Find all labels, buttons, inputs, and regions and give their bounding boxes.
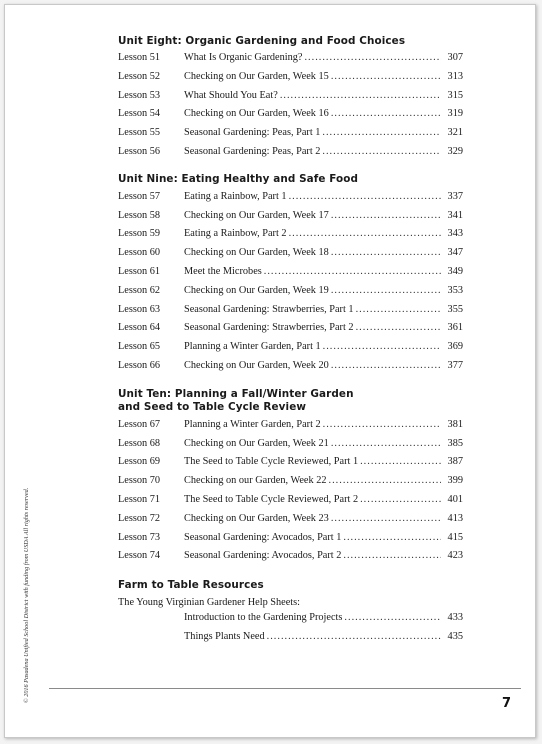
resource-title: Things Plants Need xyxy=(184,630,265,642)
toc-entry xyxy=(118,612,463,631)
toc-entry xyxy=(118,191,463,210)
page-reference: 347 xyxy=(447,247,463,259)
lesson-number: Lesson 60 xyxy=(118,247,161,259)
lesson-title: Checking on Our Garden, Week 19 xyxy=(184,284,329,296)
section-heading-line: Unit Ten: Planning a Fall/Winter Garden xyxy=(118,387,354,400)
dot-leader xyxy=(331,285,441,296)
page-reference: 377 xyxy=(447,359,463,371)
dot-leader xyxy=(304,52,441,63)
lesson-number: Lesson 69 xyxy=(118,456,161,468)
dot-leader xyxy=(343,550,441,561)
lesson-title: Checking on Our Garden, Week 18 xyxy=(184,247,329,259)
page-reference: 387 xyxy=(447,456,463,468)
dot-leader xyxy=(331,360,441,371)
toc-entry xyxy=(118,322,463,341)
toc-entry xyxy=(118,341,463,360)
page-reference: 307 xyxy=(447,52,463,63)
lesson-number: Lesson 54 xyxy=(118,108,161,120)
toc-entry xyxy=(118,146,463,165)
lesson-number: Lesson 61 xyxy=(118,265,161,277)
dot-leader xyxy=(331,438,441,449)
section-heading xyxy=(118,35,463,48)
page-reference: 341 xyxy=(447,209,463,221)
page-reference: 353 xyxy=(447,284,463,296)
toc-entry xyxy=(118,456,463,475)
toc-entry xyxy=(118,71,463,90)
section-heading xyxy=(118,388,463,414)
section-heading xyxy=(118,173,463,186)
resources-intro: The Young Virginian Gardener Help Sheets: xyxy=(118,597,301,609)
lesson-number: Lesson 71 xyxy=(118,493,161,505)
lesson-title: Eating a Rainbow, Part 2 xyxy=(184,228,287,240)
page-reference: 349 xyxy=(447,265,463,277)
lesson-number: Lesson 73 xyxy=(118,531,161,543)
toc-entry xyxy=(118,631,463,650)
page-reference: 401 xyxy=(447,493,463,505)
page-number: 7 xyxy=(501,696,511,711)
resources-section xyxy=(118,579,463,650)
lesson-title: Eating a Rainbow, Part 1 xyxy=(184,190,287,202)
toc-entry xyxy=(118,247,463,266)
unit-eight-section xyxy=(118,35,463,165)
lesson-number: Lesson 74 xyxy=(118,550,161,562)
dot-leader xyxy=(343,532,441,543)
lesson-title: What Is Organic Gardening? xyxy=(184,52,303,63)
page-reference: 319 xyxy=(447,108,463,120)
lesson-title: Planning a Winter Garden, Part 1 xyxy=(184,341,321,353)
page-reference: 435 xyxy=(447,630,463,642)
unit-nine-section xyxy=(118,173,463,379)
lesson-number: Lesson 57 xyxy=(118,190,161,202)
toc-entry xyxy=(118,532,463,551)
dot-leader xyxy=(289,228,441,239)
toc-entry xyxy=(118,360,463,379)
page-reference: 321 xyxy=(447,127,463,139)
toc-entry xyxy=(118,266,463,285)
footer-divider xyxy=(49,688,521,689)
lesson-number: Lesson 68 xyxy=(118,437,161,449)
page-reference: 355 xyxy=(447,303,463,315)
dot-leader xyxy=(267,631,441,642)
toc-entry xyxy=(118,438,463,457)
dot-leader xyxy=(331,247,441,258)
lesson-number: Lesson 58 xyxy=(118,209,161,221)
lesson-number: Lesson 56 xyxy=(118,145,161,157)
lesson-number: Lesson 62 xyxy=(118,284,161,296)
copyright-notice: © 2016 Pasadena Unified School District with funding from USDA All rights reserved. xyxy=(23,487,30,703)
lesson-title: Seasonal Gardening: Peas, Part 1 xyxy=(184,127,321,139)
page-reference: 369 xyxy=(447,341,463,353)
dot-leader xyxy=(323,419,441,430)
toc-entry xyxy=(118,419,463,438)
toc-entry xyxy=(118,285,463,304)
dot-leader xyxy=(360,456,441,467)
lesson-number: Lesson 52 xyxy=(118,70,161,82)
section-heading-line: and Seed to Table Cycle Review xyxy=(118,400,307,413)
dot-leader xyxy=(323,341,441,352)
page-reference: 313 xyxy=(447,70,463,82)
document-page xyxy=(4,4,536,738)
dot-leader xyxy=(322,146,441,157)
lesson-number: Lesson 66 xyxy=(118,359,161,371)
lesson-title: Checking on Our Garden, Week 16 xyxy=(184,108,329,120)
lesson-number: Lesson 64 xyxy=(118,322,161,334)
lesson-title: Seasonal Gardening: Peas, Part 2 xyxy=(184,145,321,157)
lesson-title: What Should You Eat? xyxy=(184,89,278,101)
lesson-title: Meet the Microbes xyxy=(184,265,262,277)
dot-leader xyxy=(280,90,441,101)
page-reference: 433 xyxy=(447,612,463,624)
lesson-title: Checking on Our Garden, Week 17 xyxy=(184,209,329,221)
toc-entry xyxy=(118,304,463,323)
lesson-title: Checking on Our Garden, Week 21 xyxy=(184,437,329,449)
toc-entry xyxy=(118,90,463,109)
dot-leader xyxy=(331,71,441,82)
toc-entry xyxy=(118,513,463,532)
toc-entry xyxy=(118,127,463,146)
lesson-number: Lesson 67 xyxy=(118,418,161,430)
lesson-number: Lesson 70 xyxy=(118,475,161,487)
toc-entry xyxy=(118,228,463,247)
page-reference: 413 xyxy=(447,512,463,524)
lesson-title: Checking on our Garden, Week 22 xyxy=(184,475,327,487)
lesson-title: Seasonal Gardening: Avocados, Part 1 xyxy=(184,531,342,543)
unit-ten-section xyxy=(118,388,463,569)
lesson-number: Lesson 72 xyxy=(118,512,161,524)
dot-leader xyxy=(329,475,441,486)
page-reference: 381 xyxy=(447,418,463,430)
page-reference: 399 xyxy=(447,475,463,487)
section-heading-line: Unit Nine: Eating Healthy and Safe Food xyxy=(118,172,359,185)
toc-entry xyxy=(118,550,463,569)
lesson-number: Lesson 65 xyxy=(118,341,161,353)
page-reference: 343 xyxy=(447,228,463,240)
page-reference: 423 xyxy=(447,550,463,562)
section-heading: Farm to Table Resources xyxy=(118,579,264,592)
lesson-title: Planning a Winter Garden, Part 2 xyxy=(184,418,321,430)
lesson-title: The Seed to Table Cycle Reviewed, Part 2 xyxy=(184,493,359,505)
section-heading-line: Unit Eight: Organic Gardening and Food Choices xyxy=(118,35,406,47)
lesson-number: Lesson 53 xyxy=(118,89,161,101)
toc-entry xyxy=(118,475,463,494)
dot-leader xyxy=(289,191,441,202)
dot-leader xyxy=(264,266,441,277)
page-reference: 361 xyxy=(447,322,463,334)
lesson-title: Seasonal Gardening: Strawberries, Part 1 xyxy=(184,303,354,315)
toc-entry xyxy=(118,108,463,127)
lesson-number: Lesson 51 xyxy=(118,52,161,63)
dot-leader xyxy=(331,108,441,119)
lesson-number: Lesson 63 xyxy=(118,303,161,315)
page-reference: 415 xyxy=(447,531,463,543)
lesson-title: Checking on Our Garden, Week 23 xyxy=(184,512,329,524)
dot-leader xyxy=(331,513,441,524)
lesson-title: The Seed to Table Cycle Reviewed, Part 1 xyxy=(184,456,359,468)
dot-leader xyxy=(360,494,441,505)
lesson-title: Seasonal Gardening: Strawberries, Part 2 xyxy=(184,322,354,334)
lesson-number: Lesson 59 xyxy=(118,228,161,240)
page-reference: 315 xyxy=(447,89,463,101)
lesson-title: Checking on Our Garden, Week 15 xyxy=(184,70,329,82)
toc-entry xyxy=(118,210,463,229)
lesson-title: Checking on Our Garden, Week 20 xyxy=(184,359,329,371)
dot-leader xyxy=(331,210,441,221)
page-reference: 329 xyxy=(447,145,463,157)
toc-entry xyxy=(118,52,463,71)
dot-leader xyxy=(356,304,441,315)
lesson-number: Lesson 55 xyxy=(118,127,161,139)
page-reference: 337 xyxy=(447,190,463,202)
lesson-title: Seasonal Gardening: Avocados, Part 2 xyxy=(184,550,342,562)
dot-leader xyxy=(322,127,441,138)
page-reference: 385 xyxy=(447,437,463,449)
toc-entry xyxy=(118,494,463,513)
resource-title: Introduction to the Gardening Projects xyxy=(184,612,343,624)
dot-leader xyxy=(356,322,441,333)
dot-leader xyxy=(344,612,441,623)
table-of-contents xyxy=(118,35,463,650)
